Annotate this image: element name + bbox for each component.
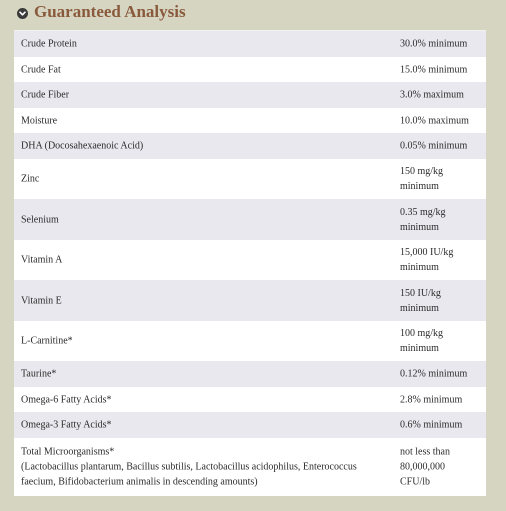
table-row bbox=[14, 82, 486, 108]
table-row bbox=[14, 361, 486, 387]
value-line: minimum bbox=[400, 181, 439, 192]
table-row bbox=[14, 321, 486, 361]
nutrient-label: Taurine* bbox=[21, 368, 57, 380]
nutrient-label: Crude Fat bbox=[21, 64, 61, 75]
nutrient-value bbox=[400, 245, 484, 275]
value-line: minimum bbox=[400, 302, 439, 314]
table-row bbox=[14, 240, 486, 280]
nutrient-value: 0.6% minimum bbox=[400, 419, 463, 431]
nutrient-value: 10.0% maximum bbox=[400, 115, 469, 126]
value-line: CFU/lb bbox=[400, 476, 431, 488]
label-line: Total Microorganisms* bbox=[21, 446, 115, 458]
nutrient-label: Omega-3 Fatty Acids* bbox=[21, 419, 112, 431]
table-row bbox=[14, 133, 486, 159]
nutrient-value bbox=[400, 205, 484, 235]
guaranteed-analysis-table bbox=[14, 30, 486, 496]
value-line: 100 mg/kg bbox=[400, 328, 444, 339]
table-row bbox=[14, 108, 486, 133]
value-line: 15,000 IU/kg bbox=[400, 247, 454, 258]
nutrient-label: DHA (Docosahexaenoic Acid) bbox=[21, 140, 144, 152]
nutrient-value: 0.05% minimum bbox=[400, 140, 468, 152]
section-title: Guaranteed Analysis bbox=[34, 2, 186, 21]
label-line: faecium, Bifidobacterium animalis in descending amounts) bbox=[21, 476, 258, 488]
value-line: minimum bbox=[400, 221, 439, 233]
table-row bbox=[14, 280, 486, 321]
value-line: 150 IU/kg bbox=[400, 287, 441, 299]
nutrient-value: 30.0% minimum bbox=[400, 38, 468, 50]
value-line: 150 mg/kg bbox=[400, 166, 444, 177]
nutrient-label: Selenium bbox=[21, 214, 59, 225]
value-line: 0.35 mg/kg bbox=[400, 206, 446, 218]
nutrient-label: Crude Fiber bbox=[21, 89, 70, 101]
nutrient-value: 0.12% minimum bbox=[400, 368, 468, 380]
table-row bbox=[14, 159, 486, 199]
nutrient-label bbox=[21, 445, 381, 490]
value-line: 80,000,000 bbox=[400, 461, 445, 473]
nutrient-label: Moisture bbox=[21, 115, 58, 126]
value-line: not less than bbox=[400, 446, 450, 458]
table-row bbox=[14, 31, 486, 57]
nutrient-label: Crude Protein bbox=[21, 38, 77, 50]
table-row bbox=[14, 438, 486, 496]
table-row bbox=[14, 57, 486, 82]
table-row bbox=[14, 199, 486, 240]
nutrient-value bbox=[400, 286, 484, 316]
nutrient-label: Vitamin E bbox=[21, 295, 62, 306]
label-line: (Lactobacillus plantarum, Bacillus subtilis, Lactobacillus acidophilus, Enterococcus bbox=[21, 461, 357, 473]
value-line: minimum bbox=[400, 343, 439, 354]
nutrient-value bbox=[400, 164, 484, 194]
nutrient-label: L-Carnitine* bbox=[21, 335, 73, 347]
table-row bbox=[14, 387, 486, 412]
nutrient-value: 2.8% minimum bbox=[400, 394, 463, 405]
nutrient-label: Zinc bbox=[21, 173, 40, 185]
value-line: minimum bbox=[400, 262, 439, 273]
chevron-down-icon[interactable] bbox=[17, 8, 28, 19]
nutrient-value: 15.0% minimum bbox=[400, 64, 468, 75]
nutrient-label: Vitamin A bbox=[21, 254, 63, 266]
section-header[interactable] bbox=[0, 0, 506, 26]
nutrient-value: 3.0% maximum bbox=[400, 89, 464, 101]
nutrient-value bbox=[400, 326, 484, 356]
nutrient-label: Omega-6 Fatty Acids* bbox=[21, 394, 112, 405]
table-row bbox=[14, 412, 486, 438]
nutrient-value bbox=[400, 445, 484, 490]
